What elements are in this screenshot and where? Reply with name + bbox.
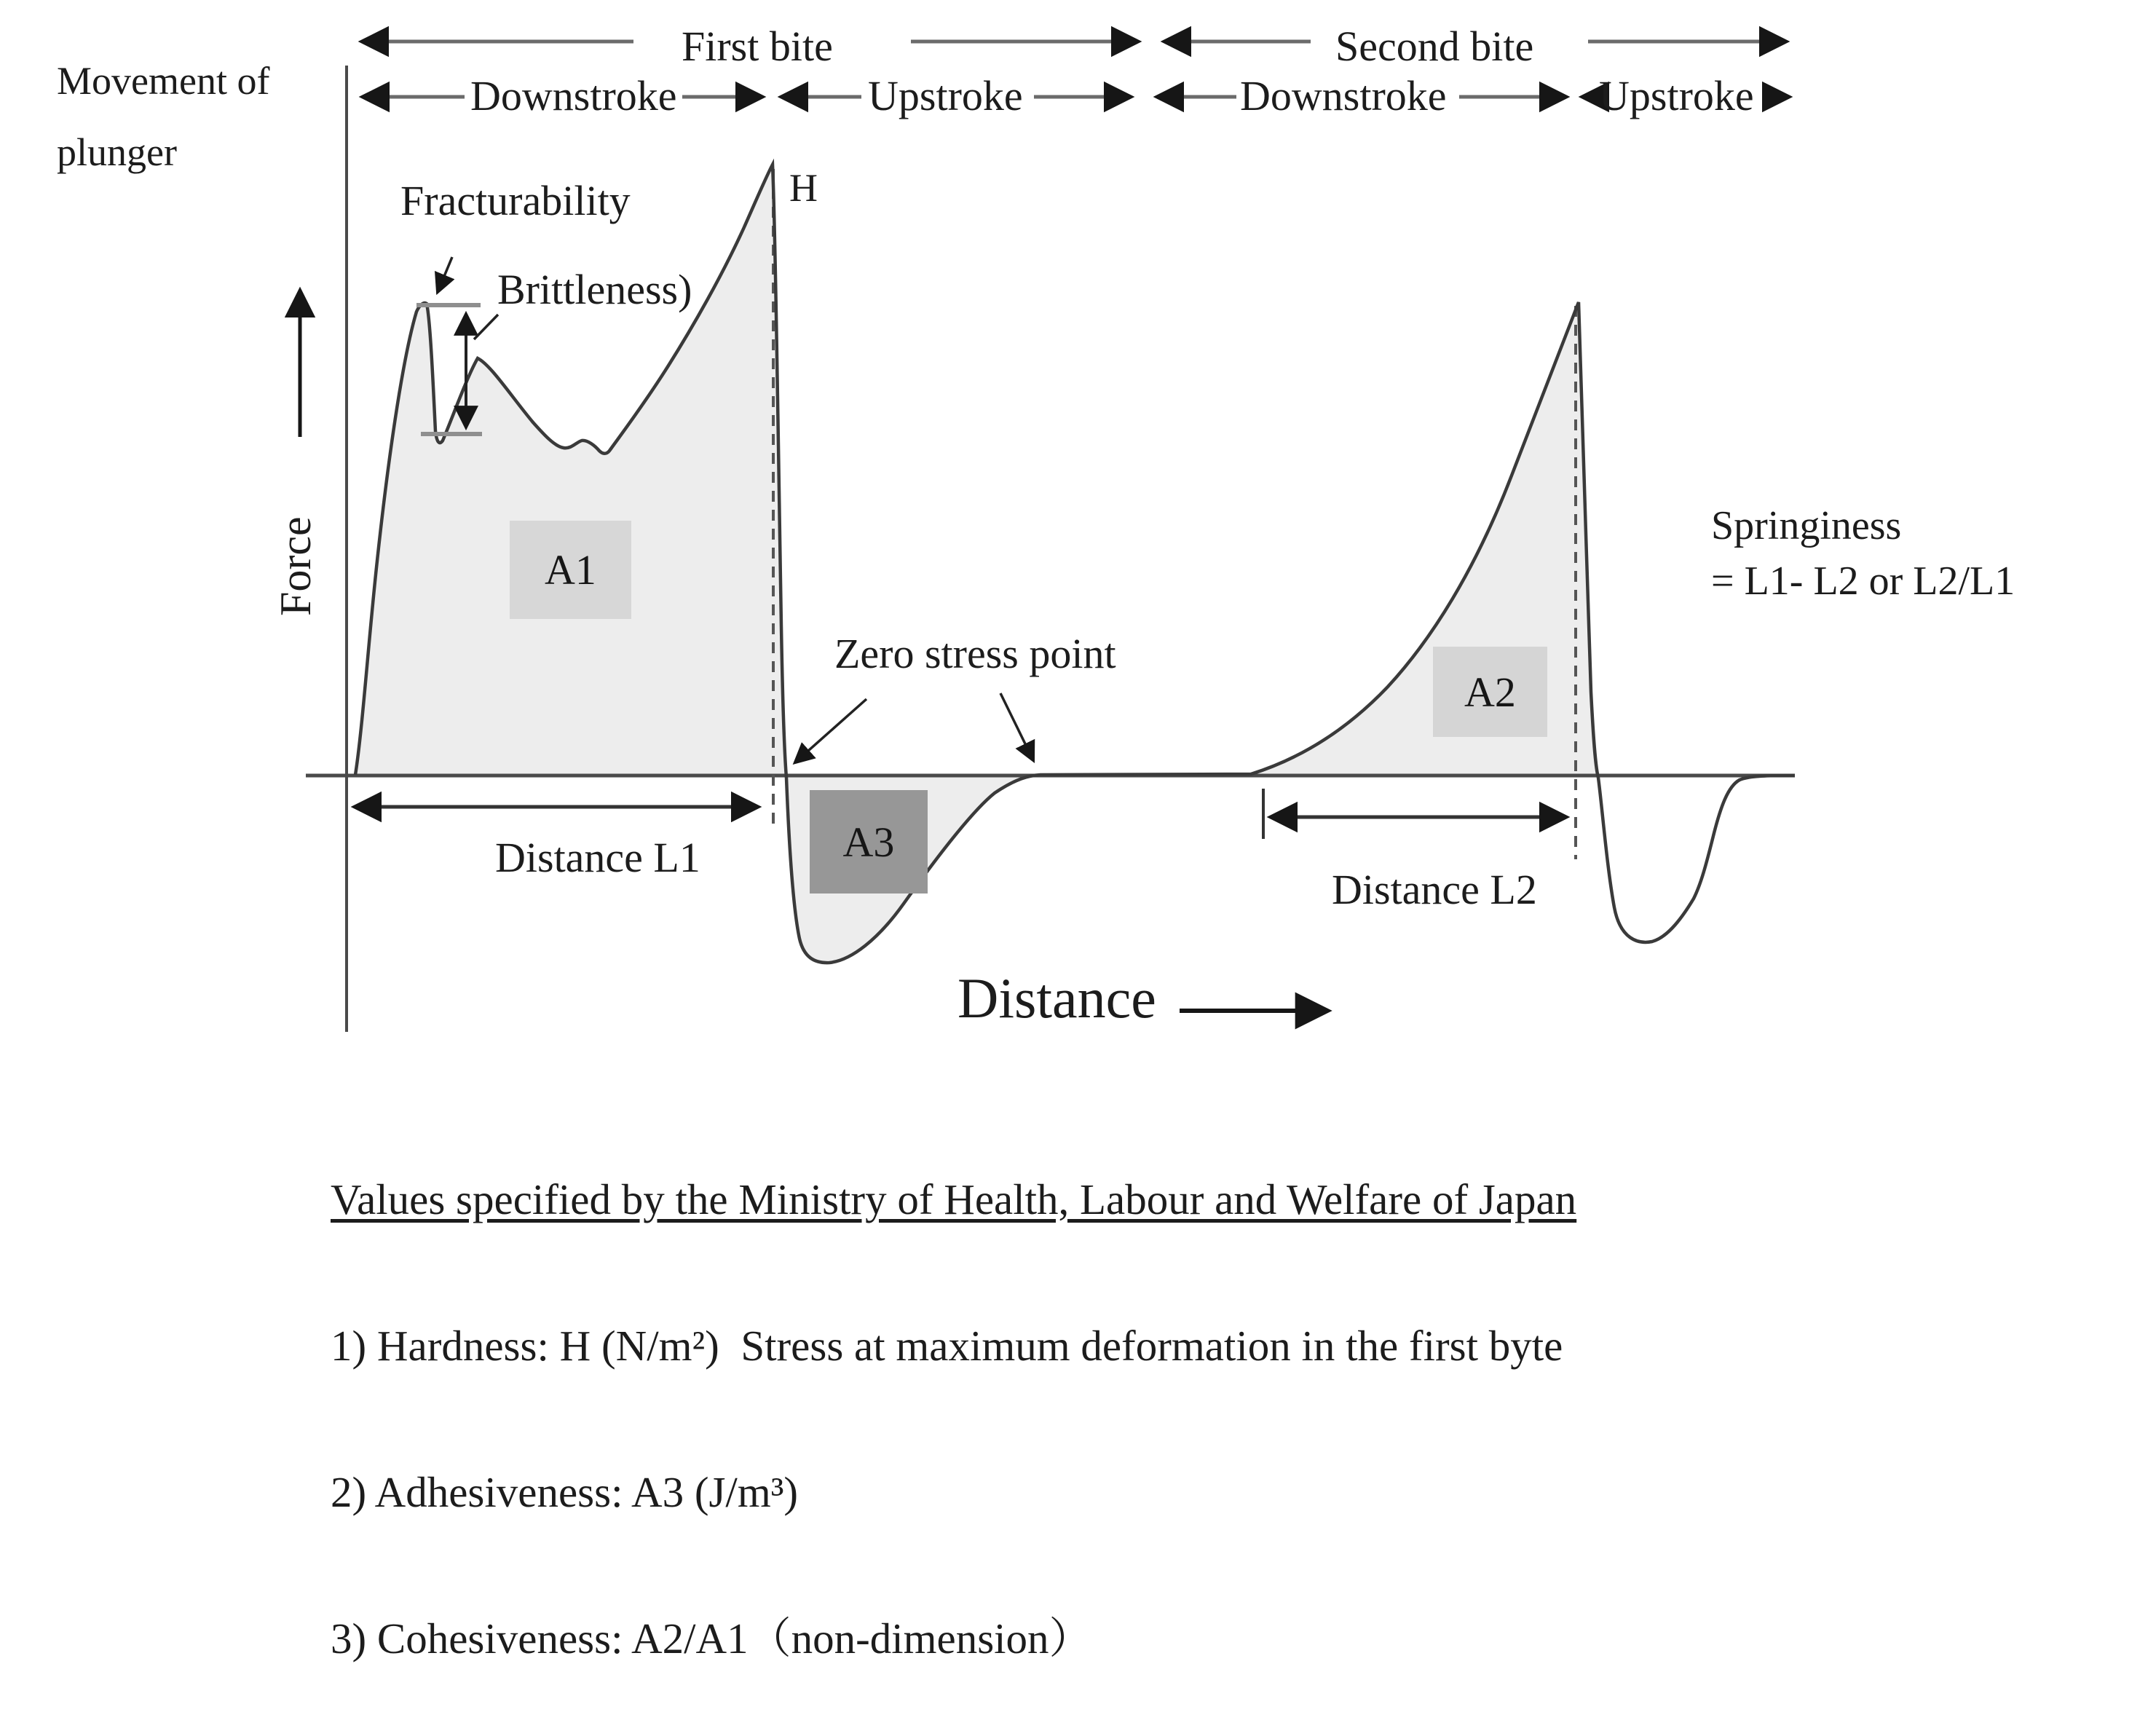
zero-stress-point-label: Zero stress point — [834, 630, 1116, 677]
downstroke1-label: Downstroke — [470, 72, 677, 119]
notes-block — [331, 1078, 1576, 1712]
area-a1-label: A1 — [545, 546, 596, 593]
zero-stress-arrow-left — [795, 699, 866, 762]
note-cohesiveness: 3) Cohesiveness: A2/A1（non-dimension） — [331, 1614, 1092, 1662]
upstroke2-label: Upstroke — [1599, 72, 1754, 119]
area-a3-box — [810, 790, 928, 894]
upstroke1-label: Upstroke — [868, 72, 1023, 119]
note-adhesiveness: 2) Adhesiveness: A3 (J/m³) — [331, 1468, 799, 1516]
area-a3-label: A3 — [842, 818, 895, 866]
springiness-label — [1711, 498, 2015, 609]
fracturability-label: Fracturability — [400, 177, 631, 224]
notes-title: Values specified by the Ministry of Health, Labour and Welfare of Japan — [331, 1175, 1577, 1223]
brittleness-label: Brittleness) — [497, 266, 692, 313]
area-a1-box — [510, 521, 631, 619]
second-bite-label: Second bite — [1335, 23, 1534, 70]
brittleness-label-connector — [474, 315, 498, 339]
area-a2-box — [1433, 647, 1547, 737]
movement-line2: plunger — [57, 130, 177, 174]
distance-l2-label: Distance L2 — [1332, 866, 1537, 913]
movement-of-plunger-label — [57, 45, 269, 188]
fracturability-pointer-arrow — [438, 257, 452, 292]
movement-line1: Movement of — [57, 59, 270, 103]
distance-axis-label: Distance — [957, 966, 1156, 1030]
springiness-line1: Springiness — [1711, 503, 1902, 548]
area-a2-label: A2 — [1464, 668, 1516, 716]
note-hardness: 1) Hardness: H (N/m²) Stress at maximum deformation in the first byte — [331, 1322, 1563, 1370]
area-a1-fill — [355, 165, 786, 776]
distance-l1-label: Distance L1 — [495, 834, 700, 881]
downstroke2-label: Downstroke — [1240, 72, 1447, 119]
springiness-line2: = L1- L2 or L2/L1 — [1711, 559, 2015, 604]
first-bite-label: First bite — [682, 23, 833, 70]
force-axis-label: Force — [272, 516, 320, 616]
zero-stress-arrow-right — [1000, 693, 1033, 760]
hardness-h-label: H — [789, 166, 818, 210]
